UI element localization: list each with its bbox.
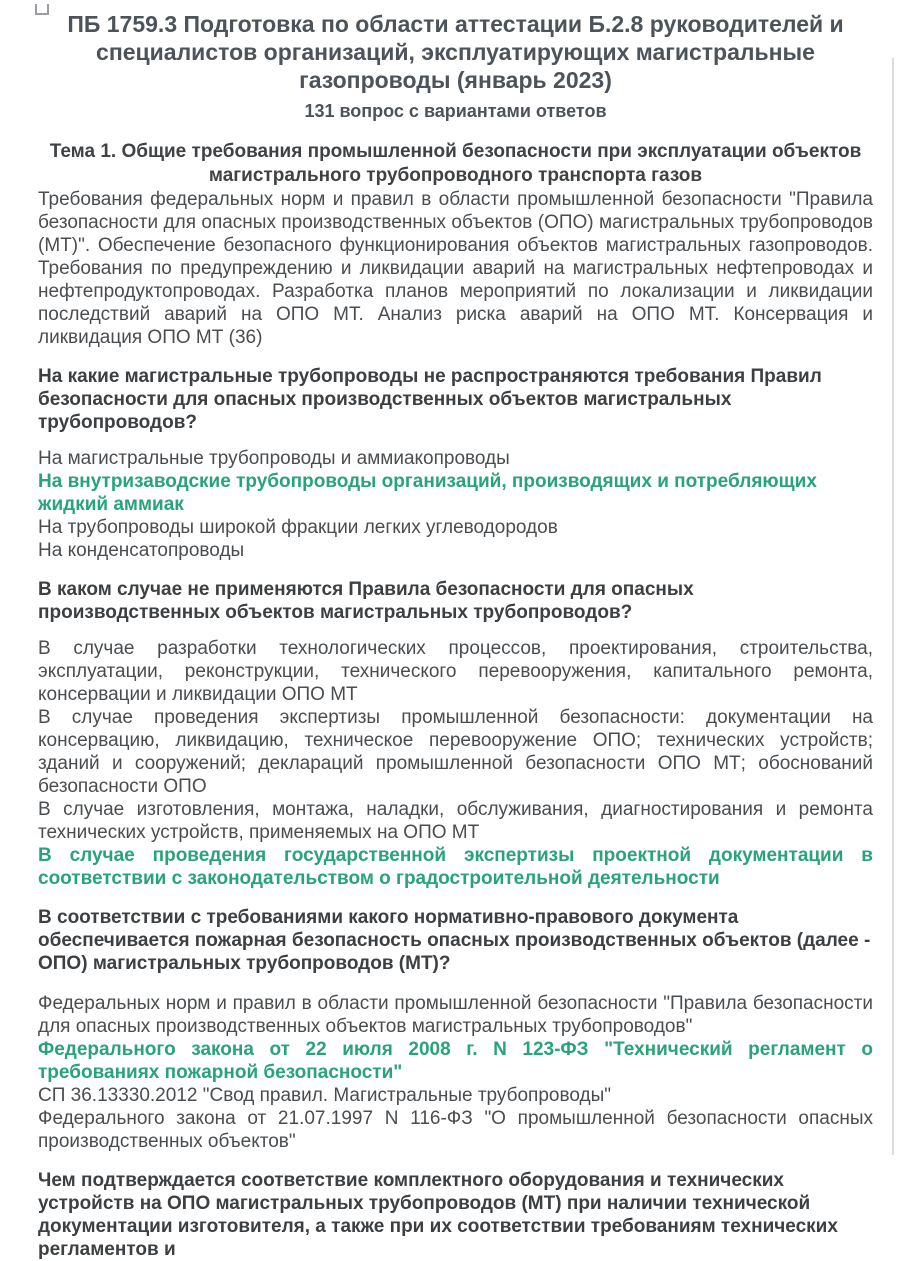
question-block xyxy=(38,578,873,890)
question-block xyxy=(38,1169,873,1261)
answer-list xyxy=(38,447,873,562)
question-text: В каком случае не применяются Правила безопасности для опасных производственных объектов магистральных трубопроводов? xyxy=(38,579,694,623)
question-block xyxy=(38,906,873,1153)
question-count-subtitle: 131 вопрос с вариантами ответов xyxy=(304,101,607,121)
answer-option-correct: Федерального закона от 22 июля 2008 г. N 123-ФЗ "Технический регламент о требованиях пожарной безопасности" xyxy=(38,1039,873,1083)
question-block xyxy=(38,365,873,562)
page-title: ПБ 1759.3 Подготовка по области аттестации Б.2.8 руководителей и специалистов организаций, эксплуатирующих магистральные газопроводы (январь 2023) xyxy=(67,11,844,93)
answer-list xyxy=(38,992,873,1153)
answer-option: На трубопроводы широкой фракции легких углеводородов xyxy=(38,517,558,538)
answer-option: В случае проведения экспертизы промышленной безопасности: документации на консервацию, ликвидацию, техническое перевооружение ОПО; технических устройств; зданий и сооружений; деклараций промышленной безопасности ОПО МТ; обоснований безопасности ОПО xyxy=(38,707,873,797)
answer-option-correct: На внутризаводские трубопроводы организаций, производящих и потребляющих жидкий аммиак xyxy=(38,471,817,515)
answer-option: В случае изготовления, монтажа, наладки, обслуживания, диагностирования и ремонта технических устройств, применяемых на ОПО МТ xyxy=(38,799,873,843)
answer-option: Федеральных норм и правил в области промышленной безопасности "Правила безопасности для опасных производственных объектов магистральных трубопроводов" xyxy=(38,993,873,1037)
question-text: На какие магистральные трубопроводы не распространяются требования Правил безопасности для опасных производственных объектов магистральных трубопроводов? xyxy=(38,366,822,433)
answer-option: В случае разработки технологических процессов, проектирования, строительства, эксплуатации, реконструкции, технического перевооружения, капитального ремонта, консервации и ликвидации ОПО МТ xyxy=(38,638,873,705)
page-edge-line xyxy=(892,58,894,1155)
question-text: В соответствии с требованиями какого нормативно-правового документа обеспечивается пожарная безопасность опасных производственных объектов (далее - ОПО) магистральных трубопроводов (МТ)? xyxy=(38,907,871,974)
answer-option: На конденсатопроводы xyxy=(38,540,245,561)
topic-description: Требования федеральных норм и правил в области промышленной безопасности "Правила безопасности для опасных производственных объектов (ОПО) магистральных трубопроводов (МТ)". Обеспечение безопасного функционирования объектов магистральных газопроводов. Требования по предупреждению и ликвидации аварий на магистральных нефтепроводах и нефтепродуктопроводах. Разработка планов мероприятий по локализации и ликвидации последствий аварий на ОПО МТ. Анализ риска аварий на ОПО МТ. Консервация и ликвидация ОПО МТ (36) xyxy=(38,189,873,348)
answer-option: СП 36.13330.2012 "Свод правил. Магистральные трубопроводы" xyxy=(38,1085,611,1106)
answer-option-correct: В случае проведения государственной экспертизы проектной документации в соответствии с законодательством о градостроительной деятельности xyxy=(38,845,873,889)
answer-option: Федерального закона от 21.07.1997 N 116-ФЗ "О промышленной безопасности опасных производственных объектов" xyxy=(38,1108,873,1152)
topic-heading: Тема 1. Общие требования промышленной безопасности при эксплуатации объектов магистрального трубопроводного транспорта газов xyxy=(49,141,862,186)
answer-list xyxy=(38,637,873,890)
answer-option: На магистральные трубопроводы и аммиакопроводы xyxy=(38,448,510,469)
page-corner-marker-icon xyxy=(35,4,49,15)
question-text: Чем подтверждается соответствие комплектного оборудования и технических устройств на ОПО магистральных трубопроводов (МТ) при наличии технической документации изготовителя, а также при их соответствии требованиям технических регламентов и xyxy=(38,1170,838,1260)
